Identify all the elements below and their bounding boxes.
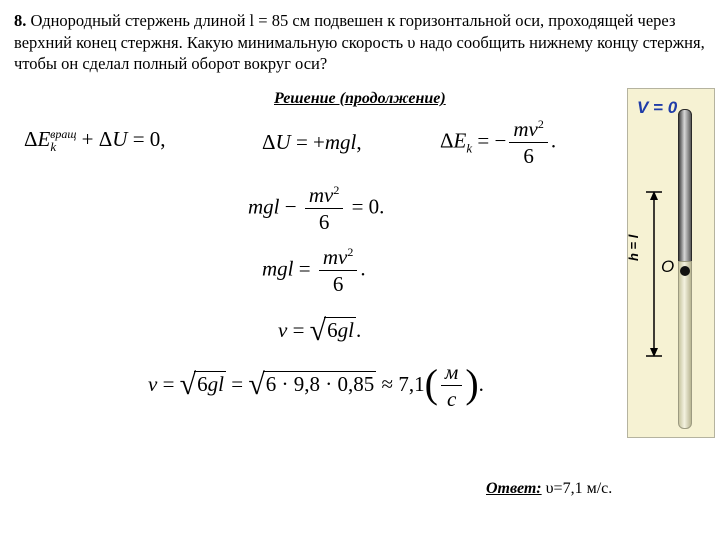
equation-potential-energy: ΔU = +mgl,: [262, 130, 362, 154]
axis-label: O: [661, 257, 675, 276]
answer: [486, 480, 612, 498]
solution-heading: Решение (продолжение): [274, 90, 446, 107]
height-label: h = l: [626, 234, 641, 261]
equation-substituted: mgl − $\frac{mv^2}{6}$ = 0.: [248, 183, 385, 234]
answer-label: Ответ:: [486, 480, 542, 497]
equation-energy-balance: $\Delta E_k^{вращ} + \Delta U = 0$,: [24, 127, 166, 155]
rod-lower-position: [678, 261, 692, 429]
problem-number: 8.: [14, 11, 27, 30]
equation-kinetic-energy: $\Delta E_k$ = − $\frac{mv^2}{6}$ .: [440, 117, 557, 168]
equation-velocity-numeric: v = √6gl = √6 · 9,8 · 0,85 ≈ 7,1( $\frac{м}{с}$ ).: [148, 360, 484, 411]
equation-velocity-formula: v = √6gl.: [278, 314, 362, 347]
equation-equality: mgl = $\frac{mv^2}{6}$ .: [262, 245, 366, 296]
problem-text: Однородный стержень длиной l = 85 см подвешен к горизонтальной оси, проходящей через верхний конец стержня. Какую минимальную скорость υ надо сообщить нижнему концу стержня, чтобы он сделал полный оборот вокруг оси?: [14, 11, 705, 73]
rod-upper-position: [678, 109, 692, 263]
answer-value: υ=7,1 м/с.: [545, 480, 613, 497]
problem-statement: [14, 10, 714, 75]
pivot-point: [680, 266, 690, 276]
height-arrow: [646, 191, 662, 357]
rod-diagram: [627, 88, 715, 438]
velocity-label: V = 0: [637, 98, 678, 117]
